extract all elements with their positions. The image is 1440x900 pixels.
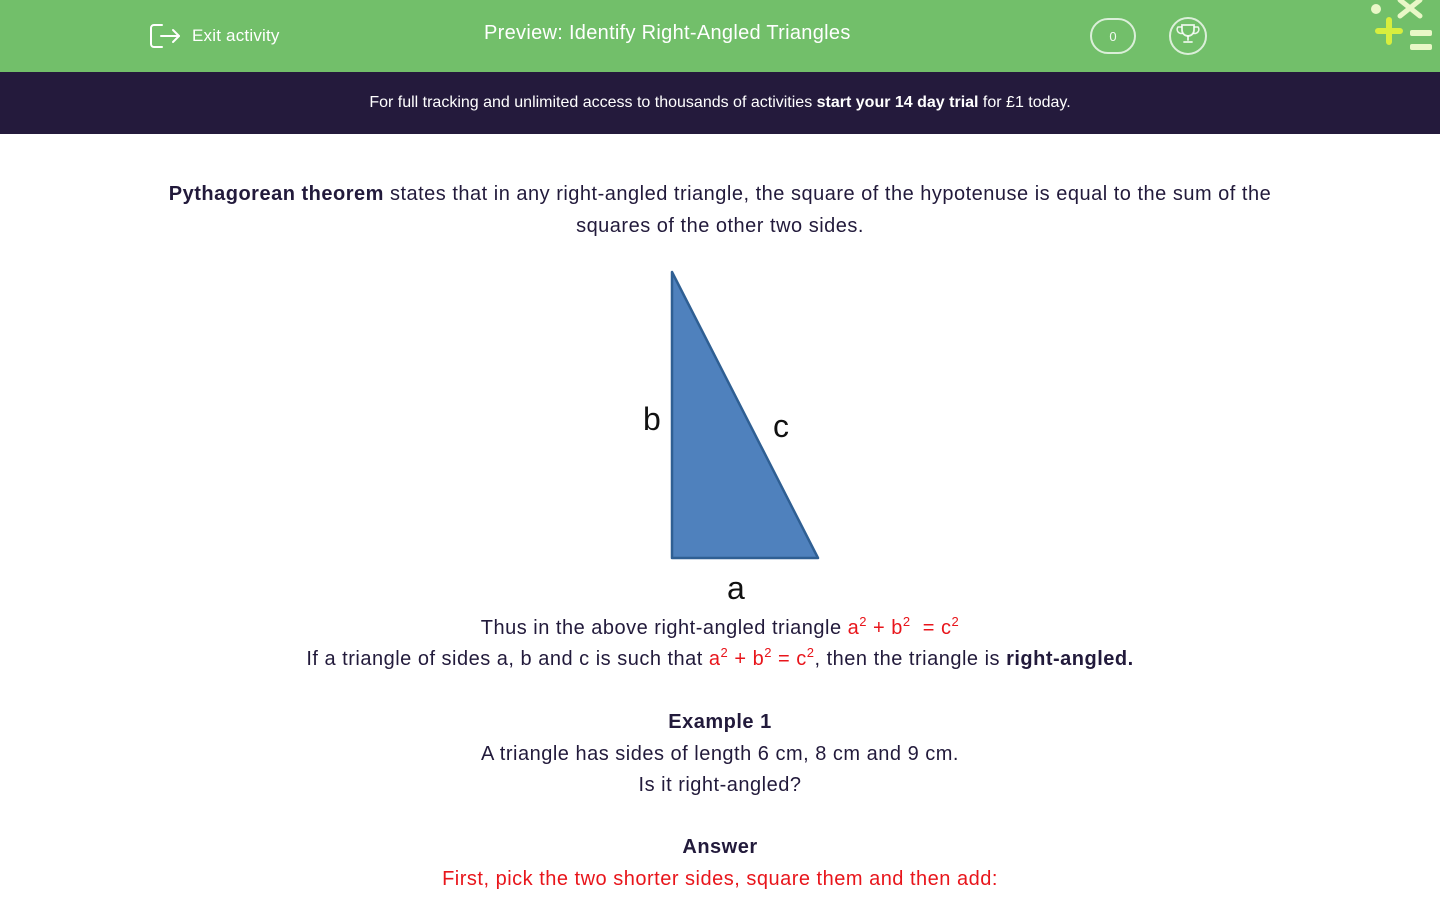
answer-step-1: First, pick the two shorter sides, square them and then add: [442,868,998,890]
exit-activity-label: Exit activity [192,26,280,45]
trophy-button[interactable] [1169,17,1207,55]
lesson-content [0,134,1440,900]
side-b-label: b [643,401,661,437]
start-trial-link[interactable]: start your 14 day trial [816,94,979,111]
logo-icon [1366,0,1440,60]
side-a-label: a [727,570,745,604]
theorem-name: Pythagorean theorem [168,183,384,205]
exit-icon [148,21,182,51]
converse-line [0,645,1440,671]
trial-banner [0,72,1440,134]
pythagoras-formula: $a^2 + b^2 = c^2$ [847,614,960,639]
example-heading: Example 1 [668,711,772,733]
right-angled-term: right-angled. [1006,648,1134,670]
banner-text-after: for £1 today. [978,94,1071,111]
banner-text-before: For full tracking and unlimited access to thousands of activities [369,94,817,111]
example-question-line-2: Is it right-angled? [638,774,802,796]
triangle-diagram [620,264,860,604]
example-question-line-1: A triangle has sides of length 6 cm, 8 cm and 9 cm. [481,743,959,765]
converse-formula: $a^2 + b^2 = c^2$ [708,645,815,670]
side-c-label: c [773,408,789,444]
formula-line [0,614,1440,640]
converse-middle: , then the triangle is [814,648,1007,670]
theorem-intro [150,178,1290,242]
formula-prefix: Thus in the above right-angled triangle [480,617,848,639]
exit-activity-button[interactable] [148,20,280,52]
theorem-text: states that in any right-angled triangle, the square of the hypotenuse is equal to the sum of the squares of the other two sides. [383,183,1272,237]
top-header [0,0,1440,72]
page-title: Preview: Identify Right-Angled Triangles [484,22,851,44]
converse-prefix: If a triangle of sides a, b and c is such that [306,648,709,670]
score-badge: 0 [1090,18,1136,54]
right-triangle [672,272,818,558]
answer-heading: Answer [682,836,758,858]
trophy-icon [1175,21,1201,52]
